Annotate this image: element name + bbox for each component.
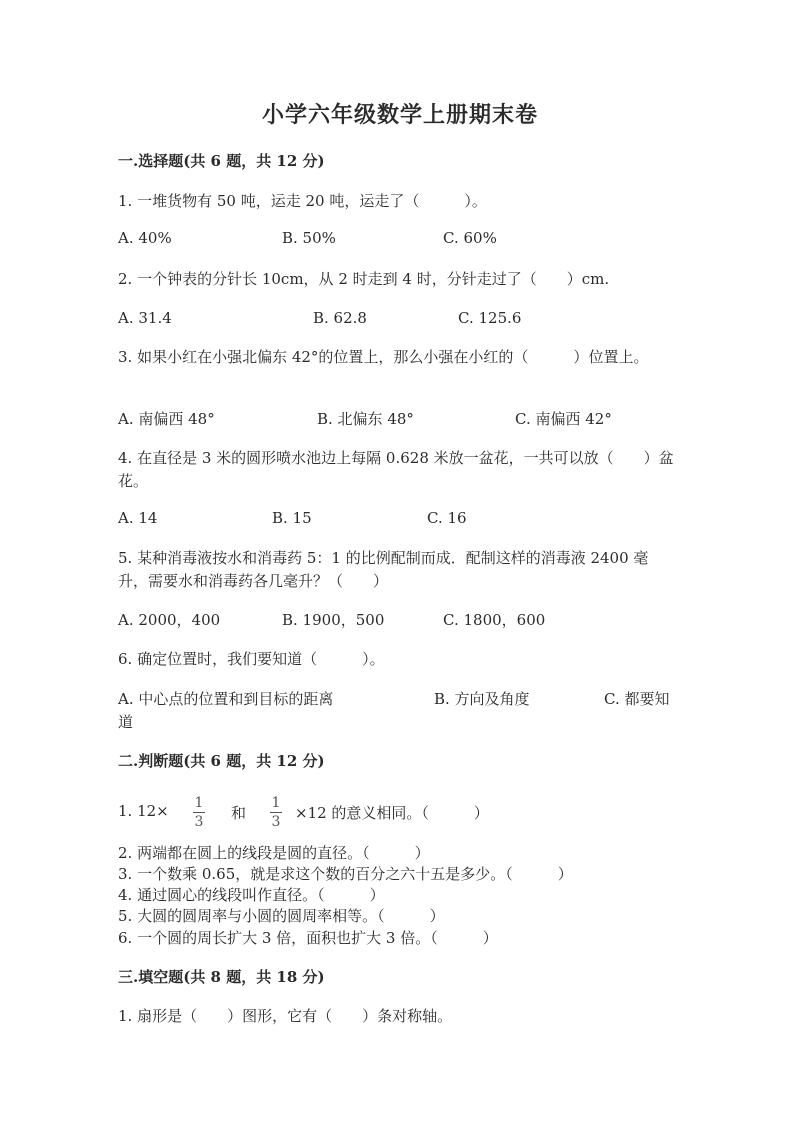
option-4b: B. 15: [272, 509, 312, 527]
judge-1-and: 和: [231, 804, 247, 822]
fraction-one-third: [193, 795, 205, 830]
question-6: 6. 确定位置时，我们要知道（ ）。: [118, 650, 385, 668]
fraction-bar: [270, 812, 282, 813]
judge-6: 6. 一个圆的周长扩大 3 倍，面积也扩大 3 倍。（ ）: [118, 929, 498, 947]
fraction-numerator: 1: [194, 795, 204, 811]
option-1b: B. 50%: [282, 229, 336, 247]
option-3b: B. 北偏东 48°: [317, 410, 414, 428]
question-4: 4. 在直径是 3 米的圆形喷水池边上每隔 0.628 米放一盆花，一共可以放（ ）盆花。: [118, 449, 674, 490]
option-1c: C. 60%: [443, 229, 497, 247]
question-2: 2. 一个钟表的分针长 10cm，从 2 时走到 4 时，分针走过了（ ）cm.: [118, 270, 610, 288]
judge-2: 2. 两端都在圆上的线段是圆的直径。（ ）: [118, 844, 430, 862]
judge-1-prefix: 1. 12×: [118, 802, 169, 820]
option-5b: B. 1900，500: [282, 611, 385, 629]
section-heading-fill: 三.填空题(共 8 题，共 18 分): [118, 968, 325, 986]
page-title: 小学六年级数学上册期末卷: [261, 102, 538, 128]
judge-1-suffix: ×12 的意义相同。（ ）: [295, 804, 489, 822]
question-5: 5. 某种消毒液按水和消毒药 5：1 的比例配制而成．配制这样的消毒液 2400 毫升，需要水和消毒药各几毫升？（ ）: [118, 549, 649, 590]
fraction-one-third-2: [270, 795, 282, 830]
fraction-denominator: 3: [194, 814, 204, 830]
option-4c: C. 16: [427, 509, 467, 527]
judge-5: 5. 大圆的圆周率与小圆的圆周率相等。（ ）: [118, 907, 445, 925]
option-2b: B. 62.8: [313, 309, 367, 327]
option-2c: C. 125.6: [458, 309, 522, 327]
fraction-denominator: 3: [271, 814, 281, 830]
section-heading-choice: 一.选择题(共 6 题，共 12 分): [118, 152, 325, 170]
option-5a: A. 2000，400: [118, 611, 221, 629]
option-3a: A. 南偏西 48°: [118, 410, 215, 428]
question-3: 3. 如果小红在小强北偏东 42°的位置上，那么小强在小红的（ ）位置上。: [118, 348, 649, 366]
option-3c: C. 南偏西 42°: [515, 410, 612, 428]
option-1a: A. 40%: [118, 229, 172, 247]
question-1: 1. 一堆货物有 50 吨，运走 20 吨，运走了（ ）。: [118, 192, 487, 210]
judge-3: 3. 一个数乘 0.65，就是求这个数的百分之六十五是多少。（ ）: [118, 865, 573, 883]
judge-4: 4. 通过圆心的线段叫作直径。（ ）: [118, 886, 385, 904]
option-4a: A. 14: [118, 509, 158, 527]
fraction-bar: [193, 812, 205, 813]
fill-1: 1. 扇形是（ ）图形，它有（ ）条对称轴。: [118, 1007, 453, 1025]
option-6a: A. 中心点的位置和到目标的距离: [118, 690, 334, 708]
option-2a: A. 31.4: [118, 309, 172, 327]
option-6c: C. 都要知道: [118, 690, 670, 731]
fraction-numerator: 1: [271, 795, 281, 811]
option-6b: B. 方向及角度: [434, 690, 530, 708]
option-5c: C. 1800，600: [443, 611, 546, 629]
section-heading-judge: 二.判断题(共 6 题，共 12 分): [118, 752, 325, 770]
